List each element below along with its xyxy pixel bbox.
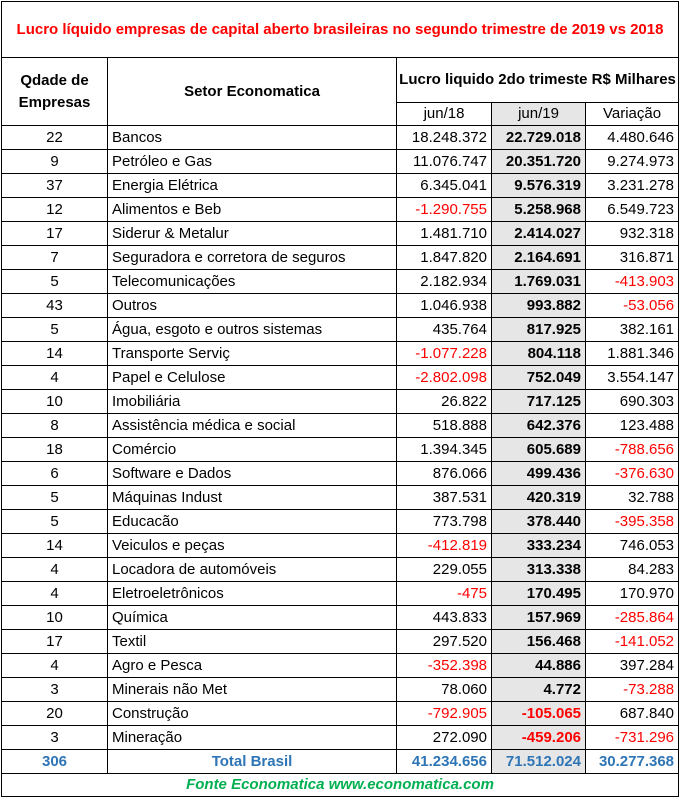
row-jun19: 752.049 [492,366,586,390]
table-row [2,558,679,582]
row-sector: Minerais não Met [108,678,397,702]
table-row [2,366,679,390]
row-variation: 932.318 [586,222,679,246]
row-sector: Textil [108,630,397,654]
row-jun18: 876.066 [397,462,492,486]
table-row [2,246,679,270]
row-qty: 17 [2,222,108,246]
table-row [2,126,679,150]
table-row [2,294,679,318]
row-sector: Locadora de automóveis [108,558,397,582]
total-jun19: 71.512.024 [492,750,586,774]
table-row [2,486,679,510]
row-sector: Imobiliária [108,390,397,414]
row-jun19: 20.351.720 [492,150,586,174]
table-row [2,438,679,462]
total-label: Total Brasil [108,750,397,774]
row-jun18: 229.055 [397,558,492,582]
row-sector: Siderur & Metalur [108,222,397,246]
row-jun18: 773.798 [397,510,492,534]
row-jun19: 605.689 [492,438,586,462]
row-jun18: -475 [397,582,492,606]
row-variation: 397.284 [586,654,679,678]
row-qty: 4 [2,582,108,606]
row-qty: 8 [2,414,108,438]
total-row [2,750,679,774]
table-row [2,414,679,438]
total-jun18: 41.234.656 [397,750,492,774]
source-footer: Fonte Economatica www.economatica.com [2,774,679,797]
row-sector: Outros [108,294,397,318]
table-row [2,582,679,606]
header-jun19: jun/19 [492,103,586,126]
row-variation: -53.056 [586,294,679,318]
row-sector: Software e Dados [108,462,397,486]
row-sector: Energia Elétrica [108,174,397,198]
row-jun19: 817.925 [492,318,586,342]
header-profit-group: Lucro liquido 2do trimeste R$ Milhares [397,58,679,103]
row-variation: 170.970 [586,582,679,606]
header-sector: Setor Economatica [108,58,397,126]
row-variation: 690.303 [586,390,679,414]
row-jun19: -459.206 [492,726,586,750]
row-sector: Veiculos e peças [108,534,397,558]
row-qty: 5 [2,270,108,294]
header-qty: Qdade de Empresas [2,58,108,126]
table-row [2,678,679,702]
row-variation: 3.231.278 [586,174,679,198]
row-sector: Seguradora e corretora de seguros [108,246,397,270]
profit-table-container [1,1,678,797]
row-variation: 4.480.646 [586,126,679,150]
table-row [2,342,679,366]
row-variation: -788.656 [586,438,679,462]
total-qty: 306 [2,750,108,774]
row-jun18: 2.182.934 [397,270,492,294]
table-row [2,654,679,678]
row-sector: Telecomunicações [108,270,397,294]
row-jun18: 26.822 [397,390,492,414]
row-jun18: 78.060 [397,678,492,702]
row-qty: 10 [2,390,108,414]
table-row [2,534,679,558]
row-sector: Agro e Pesca [108,654,397,678]
row-qty: 7 [2,246,108,270]
row-qty: 4 [2,654,108,678]
table-row [2,390,679,414]
row-qty: 5 [2,318,108,342]
row-qty: 18 [2,438,108,462]
row-qty: 3 [2,678,108,702]
table-row [2,318,679,342]
row-jun18: 18.248.372 [397,126,492,150]
row-jun18: 1.847.820 [397,246,492,270]
row-variation: -413.903 [586,270,679,294]
row-jun19: 9.576.319 [492,174,586,198]
row-sector: Petróleo e Gas [108,150,397,174]
row-jun19: 156.468 [492,630,586,654]
row-jun18: -2.802.098 [397,366,492,390]
row-sector: Química [108,606,397,630]
row-sector: Mineração [108,726,397,750]
row-sector: Bancos [108,126,397,150]
row-qty: 12 [2,198,108,222]
row-sector: Assistência médica e social [108,414,397,438]
row-qty: 22 [2,126,108,150]
row-qty: 14 [2,534,108,558]
row-variation: 1.881.346 [586,342,679,366]
row-variation: 32.788 [586,486,679,510]
table-row [2,606,679,630]
table-row [2,174,679,198]
row-variation: 687.840 [586,702,679,726]
row-variation: 6.549.723 [586,198,679,222]
row-jun19: 420.319 [492,486,586,510]
table-title: Lucro líquido empresas de capital aberto brasileiras no segundo trimestre de 2019 vs 2018 [2,2,679,58]
row-variation: -731.296 [586,726,679,750]
row-jun19: 44.886 [492,654,586,678]
row-jun18: 297.520 [397,630,492,654]
table-row [2,702,679,726]
row-qty: 5 [2,510,108,534]
row-jun18: 518.888 [397,414,492,438]
row-variation: 746.053 [586,534,679,558]
header-jun18: jun/18 [397,103,492,126]
row-jun19: 313.338 [492,558,586,582]
row-jun18: -352.398 [397,654,492,678]
row-variation: 9.274.973 [586,150,679,174]
row-jun18: -1.290.755 [397,198,492,222]
row-sector: Construção [108,702,397,726]
table-row [2,462,679,486]
row-variation: -73.288 [586,678,679,702]
row-sector: Educacão [108,510,397,534]
table-row [2,222,679,246]
table-row [2,150,679,174]
row-qty: 3 [2,726,108,750]
row-variation: 84.283 [586,558,679,582]
row-jun18: 1.046.938 [397,294,492,318]
table-row [2,726,679,750]
row-variation: 3.554.147 [586,366,679,390]
row-sector: Transporte Serviç [108,342,397,366]
table-row [2,198,679,222]
row-jun19: 642.376 [492,414,586,438]
row-jun18: 387.531 [397,486,492,510]
row-jun18: 1.481.710 [397,222,492,246]
row-jun18: 272.090 [397,726,492,750]
row-qty: 5 [2,486,108,510]
row-jun19: 499.436 [492,462,586,486]
table-row [2,510,679,534]
row-qty: 37 [2,174,108,198]
row-jun18: 6.345.041 [397,174,492,198]
row-jun18: -1.077.228 [397,342,492,366]
row-qty: 14 [2,342,108,366]
row-jun19: 22.729.018 [492,126,586,150]
total-variation: 30.277.368 [586,750,679,774]
row-jun19: 333.234 [492,534,586,558]
row-qty: 43 [2,294,108,318]
row-variation: -395.358 [586,510,679,534]
row-sector: Comércio [108,438,397,462]
row-jun19: 804.118 [492,342,586,366]
row-qty: 10 [2,606,108,630]
table-row [2,630,679,654]
row-sector: Máquinas Indust [108,486,397,510]
row-jun18: 11.076.747 [397,150,492,174]
profit-table [1,1,679,797]
row-qty: 17 [2,630,108,654]
row-jun19: 4.772 [492,678,586,702]
row-jun18: 1.394.345 [397,438,492,462]
row-variation: -376.630 [586,462,679,486]
row-variation: -285.864 [586,606,679,630]
row-variation: 123.488 [586,414,679,438]
row-jun19: -105.065 [492,702,586,726]
row-jun19: 2.414.027 [492,222,586,246]
row-jun19: 717.125 [492,390,586,414]
row-jun18: 443.833 [397,606,492,630]
row-qty: 9 [2,150,108,174]
row-jun19: 993.882 [492,294,586,318]
row-jun19: 378.440 [492,510,586,534]
row-jun19: 157.969 [492,606,586,630]
row-jun19: 2.164.691 [492,246,586,270]
row-jun18: -792.905 [397,702,492,726]
row-qty: 4 [2,558,108,582]
row-sector: Papel e Celulose [108,366,397,390]
row-sector: Eletroeletrônicos [108,582,397,606]
row-jun19: 170.495 [492,582,586,606]
row-sector: Água, esgoto e outros sistemas [108,318,397,342]
row-qty: 4 [2,366,108,390]
row-jun18: -412.819 [397,534,492,558]
row-jun18: 435.764 [397,318,492,342]
table-row [2,270,679,294]
row-qty: 20 [2,702,108,726]
row-jun19: 5.258.968 [492,198,586,222]
row-jun19: 1.769.031 [492,270,586,294]
row-qty: 6 [2,462,108,486]
row-variation: 316.871 [586,246,679,270]
row-variation: 382.161 [586,318,679,342]
row-variation: -141.052 [586,630,679,654]
header-variation: Variação [586,103,679,126]
row-sector: Alimentos e Beb [108,198,397,222]
